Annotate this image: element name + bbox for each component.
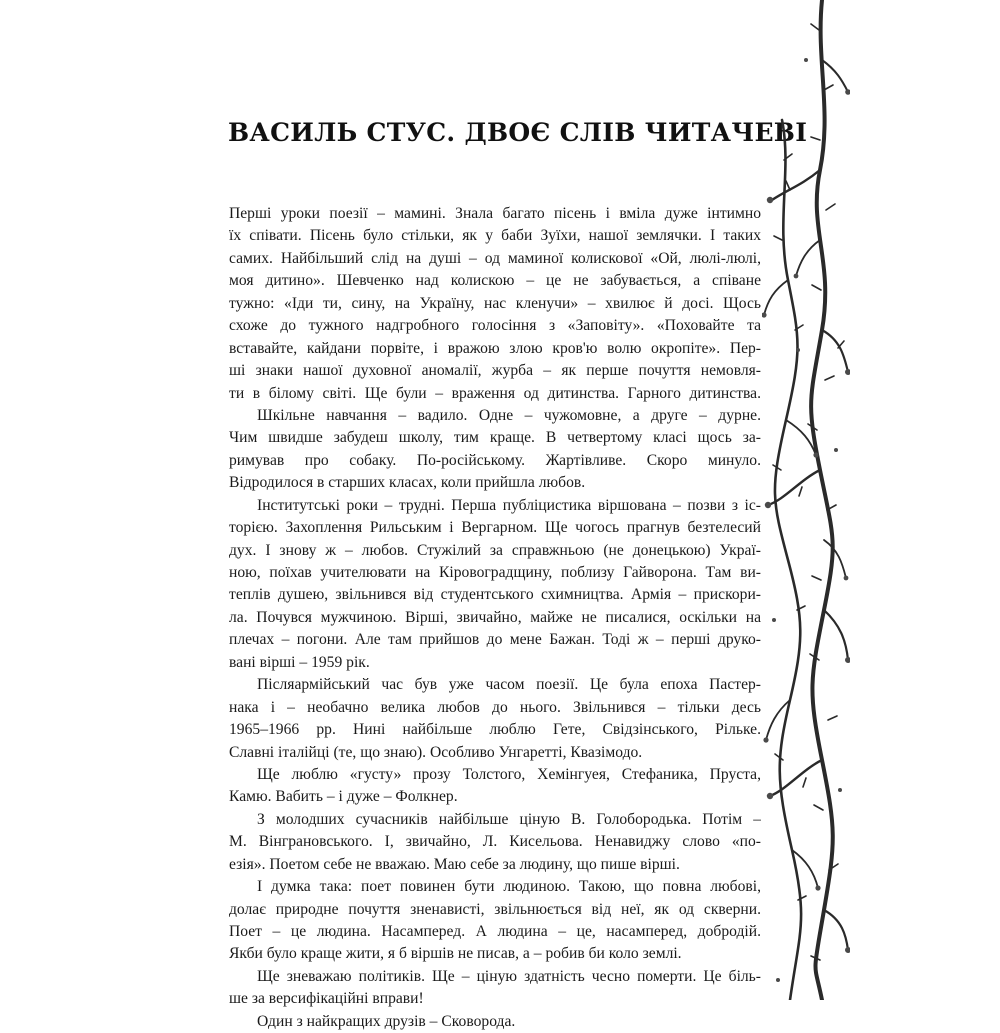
text-line: теплів душею, звільнився від студентського схимництва. Армія – прискори-: [229, 586, 761, 604]
text-line: Один з найкращих друзів – Сковорода.: [257, 1012, 516, 1030]
text-line: Ще зневажаю політиків. Ще – ціную здатність чесно померти. Це біль-: [257, 967, 761, 985]
text-line: схоже до тужного надгробного голосіння з «Заповіту». «Поховайте та: [229, 317, 761, 335]
text-line: З молодших сучасників найбільше ціную В. Голобородька. Потім –: [257, 810, 761, 828]
text-line: Інститутські роки – трудні. Перша публіцистика віршована – позви з іс-: [257, 496, 761, 514]
text-line: плечах – погони. Але там прийшов до мене Бажан. Тоді ж – перші друко-: [229, 631, 761, 649]
thorny-branch-icon: [762, 0, 850, 1000]
text-line: Поет – це людина. Насамперед. А людина – це, насамперед, добродій.: [229, 923, 761, 940]
text-line: Чим швидше забудеш школу, тим краще. В четвертому класі щось за-: [229, 429, 761, 447]
text-line: Шкільне навчання – вадило. Одне – чужомовне, а друге – дурне.: [257, 406, 761, 424]
text-line: ше за версифікаційні вправи!: [229, 990, 424, 1008]
text-line: торією. Захоплення Рильським і Вергарном. Ще чогось прагнув безтелесий: [229, 519, 761, 537]
text-line: Післяармійський час був уже часом поезії. Це була епоха Пастер-: [257, 676, 761, 694]
text-line: Камю. Вабить – і дуже – Фолкнер.: [229, 788, 458, 806]
text-line: дух. І знову ж – любов. Стужілий за справжньою (не донецькою) Украї-: [229, 541, 761, 559]
text-line: ти в білому світі. Ще були – враження од дитинства. Гарного дитинства.: [229, 384, 761, 402]
text-line: Ще люблю «густу» прозу Толстого, Хемінгуея, Стефаника, Пруста,: [257, 765, 761, 783]
text-line: долає природне почуття зненависті, звільнюється від неї, як од скверни.: [229, 900, 761, 918]
text-line: 1965–1966 рр. Нині найбільше люблю Гете, Свідзінського, Рільке.: [229, 721, 761, 739]
text-line: Відродилося в старших класах, коли прийшла любов.: [229, 474, 586, 492]
text-line: І думка така: поет повинен бути людиною. Такою, що повна любові,: [257, 878, 761, 896]
text-line: нака і – необачно велика любов до нього. Звільнився – тільки десь: [229, 698, 761, 716]
text-line: М. Вінграновського. І, звичайно, Л. Кисельова. Ненавиджу слово «по-: [229, 833, 761, 851]
text-line: вані вірші – 1959 рік.: [229, 653, 370, 671]
text-line: вставайте, кайдани порвіте, і вражою злою кров'ю волю окропіте». Пер-: [229, 339, 761, 357]
text-line: ла. Почувся мужчиною. Вірші, звичайно, майже не писалися, оскільки на: [229, 608, 761, 626]
text-line: езія». Поетом себе не вважаю. Маю себе за людину, що пише вірші.: [229, 855, 680, 873]
text-line: їх співати. Пісень було стільки, як у баби Зуїхи, нашої землячки. І таких: [229, 227, 761, 245]
text-line: моя дитино». Шевченко над колискою – це не забувається, а співане: [229, 272, 761, 290]
text-line: ші знаки нашої духовної аномалії, журба – як перше почуття немовля-: [229, 362, 761, 380]
text-line: Перші уроки поезії – мамині. Знала багато пісень і вміла дуже інтимно: [229, 205, 761, 222]
body-text: [229, 203, 761, 1033]
text-line: Якби було краще жити, я б віршів не писав, а – робив би коло землі.: [229, 945, 682, 963]
text-line: римував про собаку. По-російському. Жартівливе. Скоро минуло.: [229, 451, 761, 469]
text-line: самих. Найбільший слід на душі – од маминої колискової «Ой, люлі-люлі,: [229, 249, 761, 267]
page-title: ВАСИЛЬ СТУС. ДВОЄ СЛІВ ЧИТАЧЕВІ: [228, 118, 808, 147]
text-line: тужно: «Іди ти, сину, на Україну, нас кленучи» – хвилює й досі. Щось: [229, 294, 761, 312]
text-line: Славні італійці (те, що знаю). Особливо Унгаретті, Квазімодо.: [229, 743, 643, 761]
text-line: ною, поїхав учителювати на Кіровоградщину, поблизу Гайворона. Там ви-: [229, 564, 761, 581]
